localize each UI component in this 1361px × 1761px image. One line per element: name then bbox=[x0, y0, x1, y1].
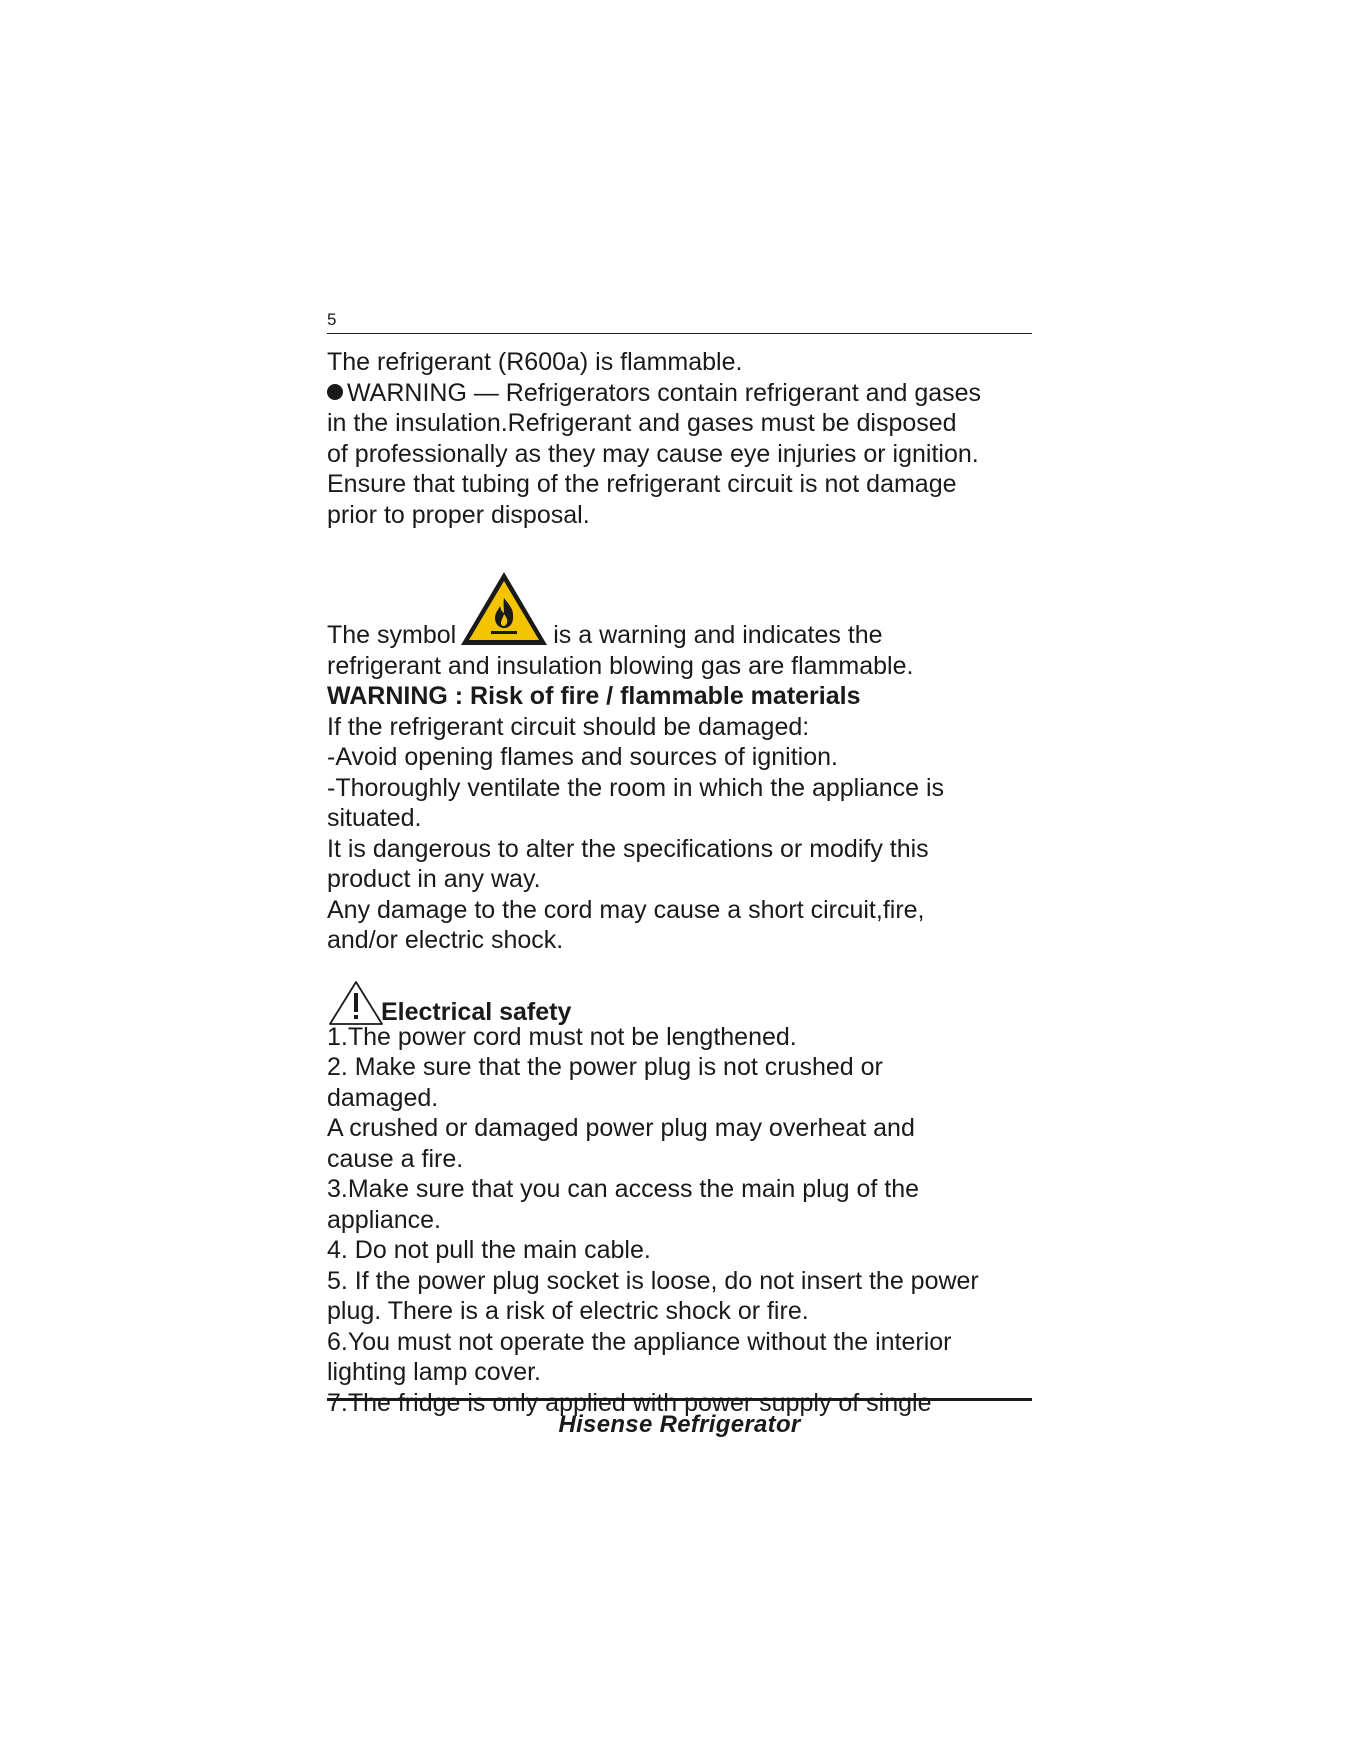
symbol-note-line bbox=[327, 568, 1039, 651]
electrical-safety-line: 6.You must not operate the appliance without the interior bbox=[327, 1327, 952, 1356]
electrical-safety-line: 7.The fridge is only applied with power supply of single bbox=[327, 1388, 932, 1417]
header-rule bbox=[327, 333, 1032, 334]
page-body bbox=[327, 347, 1039, 1418]
intro-section bbox=[327, 347, 1039, 530]
electrical-safety-heading-row bbox=[327, 980, 1039, 1028]
fire-warning-line: and/or electric shock. bbox=[327, 926, 564, 954]
bullet-icon bbox=[327, 384, 343, 400]
electrical-safety-line: 1.The power cord must not be lengthened. bbox=[327, 1022, 797, 1051]
electrical-safety-line: damaged. bbox=[327, 1083, 439, 1112]
electrical-safety-line: appliance. bbox=[327, 1205, 441, 1234]
intro-line: Ensure that tubing of the refrigerant circuit is not damage bbox=[327, 470, 957, 498]
footer-rule bbox=[327, 1398, 1032, 1401]
electrical-safety-heading: Electrical safety bbox=[381, 997, 572, 1026]
fire-warning-heading: WARNING : Risk of fire / flammable materials bbox=[327, 682, 861, 710]
warning-bullet-line bbox=[327, 378, 1039, 409]
electrical-safety-line: plug. There is a risk of electric shock or fire. bbox=[327, 1297, 809, 1325]
fire-warning-line: situated. bbox=[327, 804, 422, 832]
symbol-note bbox=[327, 568, 1039, 681]
electrical-safety-line: A crushed or damaged power plug may overheat and bbox=[327, 1114, 915, 1142]
page-number: 5 bbox=[327, 310, 337, 329]
intro-line: of professionally as they may cause eye injuries or ignition. bbox=[327, 439, 979, 468]
electrical-safety-line: lighting lamp cover. bbox=[327, 1358, 542, 1386]
fire-warning-line: product in any way. bbox=[327, 865, 541, 893]
electrical-safety-line: 4. Do not pull the main cable. bbox=[327, 1236, 651, 1264]
fire-warning-line: -Avoid opening flames and sources of ignition. bbox=[327, 743, 838, 771]
fire-warning-line: Any damage to the cord may cause a short circuit,fire, bbox=[327, 895, 925, 924]
electrical-safety-line: 5. If the power plug socket is loose, do not insert the power bbox=[327, 1266, 979, 1295]
electrical-safety-line: cause a fire. bbox=[327, 1144, 464, 1173]
intro-line: in the insulation.Refrigerant and gases must be disposed bbox=[327, 409, 957, 437]
electrical-safety-section bbox=[327, 980, 1039, 1419]
intro-line: The refrigerant (R600a) is flammable. bbox=[327, 348, 743, 376]
fire-warning-section bbox=[327, 681, 1039, 956]
fire-warning-line: It is dangerous to alter the specifications or modify this bbox=[327, 834, 929, 863]
flammable-warning-icon bbox=[458, 568, 550, 648]
symbol-note-line: refrigerant and insulation blowing gas are flammable. bbox=[327, 651, 914, 680]
intro-line: prior to proper disposal. bbox=[327, 500, 590, 529]
symbol-note-before: The symbol bbox=[327, 621, 457, 649]
fire-warning-line: If the refrigerant circuit should be damaged: bbox=[327, 712, 810, 741]
caution-triangle-icon bbox=[327, 980, 385, 1026]
footer-brand: Hisense Refrigerator bbox=[558, 1411, 801, 1438]
electrical-safety-line: 3.Make sure that you can access the main plug of the bbox=[327, 1175, 920, 1203]
electrical-safety-line: 2. Make sure that the power plug is not crushed or bbox=[327, 1053, 883, 1081]
symbol-note-after: is a warning and indicates the bbox=[553, 621, 883, 649]
fire-warning-line: -Thoroughly ventilate the room in which the appliance is bbox=[327, 773, 945, 802]
intro-line: WARNING — Refrigerators contain refrigerant and gases bbox=[347, 378, 982, 407]
